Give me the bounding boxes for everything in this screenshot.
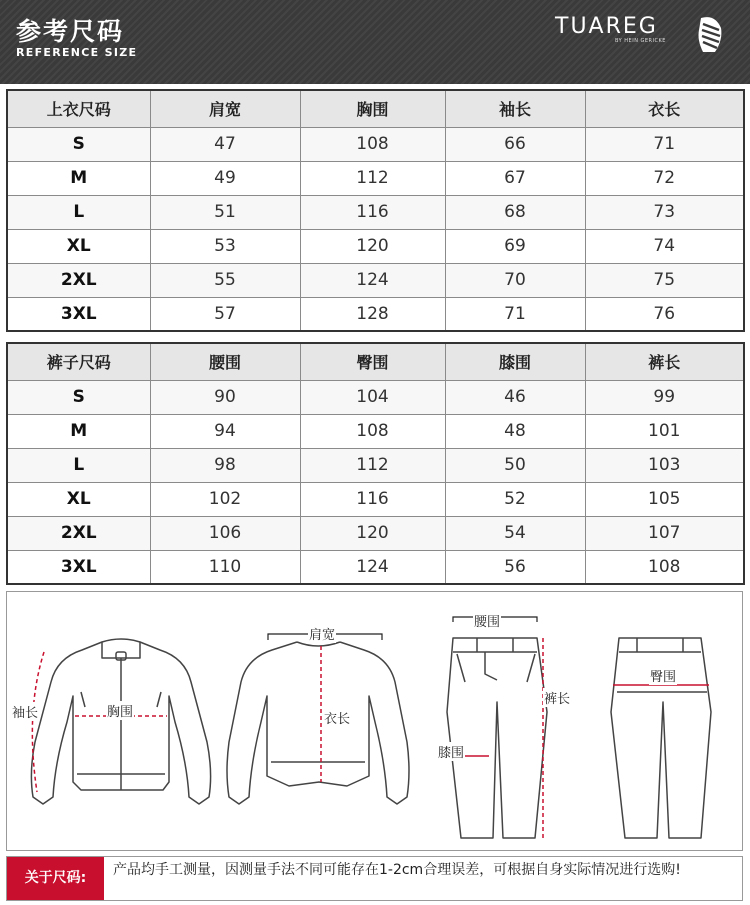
inseam-label: 裤长 bbox=[543, 688, 571, 707]
measurement-diagram bbox=[6, 591, 743, 851]
page-title: 参考尺码 bbox=[16, 17, 125, 46]
table-row bbox=[7, 380, 744, 414]
table-row bbox=[7, 229, 744, 263]
size-cell: L bbox=[7, 195, 150, 229]
table-cell: 55 bbox=[150, 263, 300, 297]
table-cell: 90 bbox=[150, 380, 300, 414]
table-cell: 103 bbox=[585, 448, 744, 482]
table-cell: 116 bbox=[300, 482, 445, 516]
table-cell: 48 bbox=[445, 414, 585, 448]
jacket-front-drawing bbox=[31, 639, 210, 804]
table-row bbox=[7, 263, 744, 297]
table-row bbox=[7, 297, 744, 331]
column-header: 腰围 bbox=[150, 343, 300, 380]
table-row bbox=[7, 127, 744, 161]
table-cell: 54 bbox=[445, 516, 585, 550]
brand-name: TUAREG bbox=[555, 14, 658, 39]
table-cell: 104 bbox=[300, 380, 445, 414]
table-cell: 67 bbox=[445, 161, 585, 195]
jacket-back-drawing bbox=[227, 642, 409, 804]
table-cell: 107 bbox=[585, 516, 744, 550]
shoulder-label: 肩宽 bbox=[308, 624, 336, 643]
table-row bbox=[7, 448, 744, 482]
table-cell: 98 bbox=[150, 448, 300, 482]
size-note bbox=[6, 856, 743, 901]
table-row bbox=[7, 516, 744, 550]
table-cell: 69 bbox=[445, 229, 585, 263]
table-cell: 51 bbox=[150, 195, 300, 229]
column-header: 臀围 bbox=[300, 343, 445, 380]
size-cell: XL bbox=[7, 229, 150, 263]
table-cell: 124 bbox=[300, 550, 445, 584]
size-cell: 2XL bbox=[7, 263, 150, 297]
column-header: 肩宽 bbox=[150, 90, 300, 127]
table-cell: 57 bbox=[150, 297, 300, 331]
table-cell: 101 bbox=[585, 414, 744, 448]
table-cell: 74 bbox=[585, 229, 744, 263]
jacket-size-table bbox=[6, 89, 745, 332]
column-header: 袖长 bbox=[445, 90, 585, 127]
column-header: 衣长 bbox=[585, 90, 744, 127]
table-cell: 99 bbox=[585, 380, 744, 414]
size-cell: 3XL bbox=[7, 550, 150, 584]
size-cell: 2XL bbox=[7, 516, 150, 550]
header-banner bbox=[0, 0, 750, 84]
table-cell: 46 bbox=[445, 380, 585, 414]
table-cell: 56 bbox=[445, 550, 585, 584]
table-cell: 105 bbox=[585, 482, 744, 516]
hip-label: 臀围 bbox=[649, 666, 677, 685]
helmet-icon bbox=[693, 14, 725, 54]
column-header: 上衣尺码 bbox=[7, 90, 150, 127]
column-header: 裤长 bbox=[585, 343, 744, 380]
table-cell: 68 bbox=[445, 195, 585, 229]
pants-front-drawing bbox=[447, 638, 547, 838]
garment-illustration bbox=[7, 592, 744, 852]
table-cell: 66 bbox=[445, 127, 585, 161]
table-cell: 112 bbox=[300, 448, 445, 482]
table-cell: 49 bbox=[150, 161, 300, 195]
table-cell: 112 bbox=[300, 161, 445, 195]
size-cell: M bbox=[7, 161, 150, 195]
table-row bbox=[7, 414, 744, 448]
table-cell: 52 bbox=[445, 482, 585, 516]
sleeve-label: 袖长 bbox=[11, 702, 39, 721]
table-cell: 71 bbox=[445, 297, 585, 331]
table-cell: 75 bbox=[585, 263, 744, 297]
table-cell: 71 bbox=[585, 127, 744, 161]
knee-label: 膝围 bbox=[437, 742, 465, 761]
size-cell: 3XL bbox=[7, 297, 150, 331]
table-cell: 108 bbox=[300, 127, 445, 161]
table-cell: 120 bbox=[300, 229, 445, 263]
table-cell: 106 bbox=[150, 516, 300, 550]
note-text: 产品均手工测量，因测量手法不同可能存在1-2cm合理误差，可根据自身实际情况进行选购! bbox=[113, 862, 681, 878]
table-row bbox=[7, 195, 744, 229]
size-cell: S bbox=[7, 380, 150, 414]
table-cell: 124 bbox=[300, 263, 445, 297]
table-row bbox=[7, 550, 744, 584]
table-cell: 120 bbox=[300, 516, 445, 550]
table-cell: 73 bbox=[585, 195, 744, 229]
table-cell: 110 bbox=[150, 550, 300, 584]
size-cell: L bbox=[7, 448, 150, 482]
brand-logo bbox=[555, 14, 735, 54]
pants-size-table bbox=[6, 342, 745, 585]
table-cell: 108 bbox=[300, 414, 445, 448]
column-header: 胸围 bbox=[300, 90, 445, 127]
size-cell: M bbox=[7, 414, 150, 448]
note-label: 关于尺码: bbox=[7, 857, 104, 900]
table-cell: 70 bbox=[445, 263, 585, 297]
table-cell: 94 bbox=[150, 414, 300, 448]
chest-label: 胸围 bbox=[106, 701, 134, 720]
waist-label: 腰围 bbox=[473, 611, 501, 630]
table-cell: 47 bbox=[150, 127, 300, 161]
table-cell: 128 bbox=[300, 297, 445, 331]
brand-subtitle: BY HEIN GERICKE bbox=[615, 38, 666, 44]
table-row bbox=[7, 161, 744, 195]
page-subtitle: REFERENCE SIZE bbox=[16, 46, 138, 59]
length-label: 衣长 bbox=[323, 708, 351, 727]
sleeve-measure-line bbox=[32, 652, 44, 792]
table-header-row bbox=[7, 90, 744, 127]
column-header: 膝围 bbox=[445, 343, 585, 380]
column-header: 裤子尺码 bbox=[7, 343, 150, 380]
table-cell: 50 bbox=[445, 448, 585, 482]
table-cell: 72 bbox=[585, 161, 744, 195]
table-cell: 76 bbox=[585, 297, 744, 331]
table-cell: 53 bbox=[150, 229, 300, 263]
table-cell: 108 bbox=[585, 550, 744, 584]
size-cell: XL bbox=[7, 482, 150, 516]
size-cell: S bbox=[7, 127, 150, 161]
table-row bbox=[7, 482, 744, 516]
table-cell: 116 bbox=[300, 195, 445, 229]
table-header-row bbox=[7, 343, 744, 380]
table-cell: 102 bbox=[150, 482, 300, 516]
